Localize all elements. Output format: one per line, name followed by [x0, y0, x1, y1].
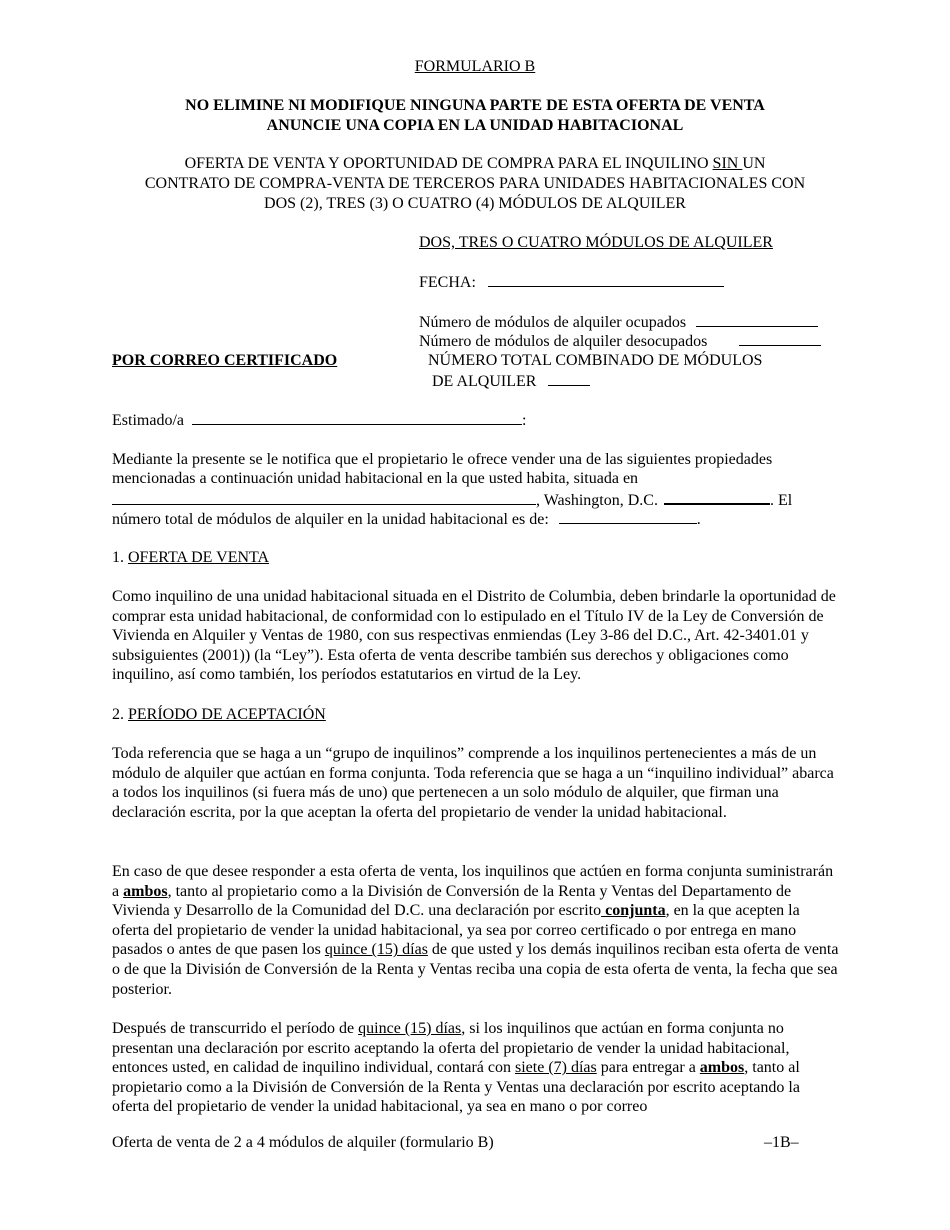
intro-washington: , Washington, D.C. [536, 492, 658, 509]
zip-field[interactable] [664, 489, 770, 505]
para-2-text-c: , en la que acepten la oferta del propietario de vender la unidad habitacional, ya sea por correo certificado o por entrega en mano pasados o antes de que pasen los [112, 902, 800, 959]
intro-total-text: número total de módulos de alquiler en la unidad habitacional es de: [112, 511, 549, 528]
intro-line-2: mencionadas a continuación unidad habitacional en la que usted habita, situada en [112, 470, 639, 487]
occupied-row [419, 312, 818, 333]
para-2-text-b: , tanto al propietario como a la División de Conversión de la Renta y Ventas del Departamento de Vivienda y Desarrollo de la Comunidad del D.C. una declaración por escrito [112, 882, 792, 920]
total-units-field[interactable] [559, 509, 697, 524]
para-3-siete-dias: siete (7) días [515, 1059, 597, 1077]
salutation-colon: : [521, 412, 527, 429]
vacant-label: Número de módulos de alquiler desocupados [419, 333, 708, 350]
modules-heading: DOS, TRES O CUATRO MÓDULOS DE ALQUILER [419, 234, 773, 251]
fecha-field[interactable] [488, 272, 724, 287]
section-2-title: PERÍODO DE ACEPTACIÓN [128, 706, 326, 723]
subtitle-line-1 [0, 154, 950, 174]
subtitle-line-3: DOS (2), TRES (3) O CUATRO (4) MÓDULOS DE ALQUILER [264, 195, 686, 212]
salutation-label: Estimado/a [112, 412, 184, 429]
section-2-para-2 [112, 862, 840, 999]
subtitle-sin: SIN [712, 155, 743, 172]
occupied-field[interactable] [696, 312, 818, 327]
fecha-label: FECHA: [419, 274, 476, 291]
subtitle-line-2: CONTRATO DE COMPRA-VENTA DE TERCEROS PARA UNIDADES HABITACIONALES CON [144, 175, 806, 192]
form-title: FORMULARIO B [414, 58, 536, 75]
warning-line-1: NO ELIMINE NI MODIFIQUE NINGUNA PARTE DE ESTA OFERTA DE VENTA [185, 97, 765, 114]
intro-period: . [696, 511, 701, 528]
total-label-line-1: NÚMERO TOTAL COMBINADO DE MÓDULOS [428, 352, 763, 369]
subtitle-text-end: UN [742, 155, 766, 172]
para-3-quince-dias: quince (15) días [358, 1020, 462, 1037]
section-2-para-3 [112, 1019, 840, 1117]
para-3-text-c: para entregar a [596, 1059, 700, 1077]
address-field[interactable] [112, 490, 536, 505]
intro-line-1: Mediante la presente se le notifica que el propietario le ofrece vender una de las siguientes propiedades [112, 451, 773, 468]
para-2-conjunta: conjunta [601, 902, 666, 920]
intro-el: . El [769, 492, 793, 509]
certified-mail-label: POR CORREO CERTIFICADO [112, 352, 338, 369]
total-label-line-2: DE ALQUILER [432, 373, 537, 390]
footer-form-name: Oferta de venta de 2 a 4 módulos de alquiler (formulario B) [112, 1134, 494, 1151]
para-3-text-d: , tanto al propietario como a la División de Conversión de la Renta y Ventas una declaración por escrito aceptando la oferta del propietario de vender la unidad habitacional, ya sea en mano o por correo [112, 1059, 800, 1116]
occupied-label: Número de módulos de alquiler ocupados [419, 314, 687, 331]
section-2-heading [112, 705, 326, 725]
warning-line-2: ANUNCIE UNA COPIA EN LA UNIDAD HABITACIONAL [266, 117, 684, 134]
para-3-text-b: , si los inquilinos que actúan en forma conjunta no presentan una declaración por escrito aceptando la oferta del propietario de vender la unidad habitacional, entonces usted, en calidad de inquilino individual, contará con [112, 1020, 790, 1077]
vacant-row [419, 331, 821, 352]
page-number: –1B– [764, 1134, 799, 1151]
section-2-para-1: Toda referencia que se haga a un “grupo de inquilinos” comprende a los inquilinos pertenecientes a más de un módulo de alquiler que actúan en forma conjunta. Toda referencia que se haga a un “inquilino individual” abarca a todos los inquilinos (si fuera más de uno) que pertenecen a un solo módulo de alquiler, que firman una declaración escrita, por la que aceptan la oferta del propietario de vender la unidad habitacional. [112, 745, 834, 821]
para-2-ambos: ambos [123, 882, 168, 900]
section-1-number: 1. [112, 549, 128, 566]
para-2-quince-dias: quince (15) días [324, 941, 428, 959]
section-1-title: OFERTA DE VENTA [128, 549, 270, 566]
vacant-field[interactable] [739, 331, 821, 346]
total-field[interactable] [548, 371, 590, 386]
total-row [432, 371, 590, 392]
tenant-name-field[interactable] [192, 410, 522, 425]
intro-line-4 [112, 509, 701, 530]
para-3-text-a: Después de transcurrido el período de [112, 1020, 359, 1037]
intro-line-3 [112, 489, 792, 511]
section-1-heading [112, 548, 269, 568]
para-2-text-d: de que usted y los demás inquilinos reciban esta oferta de venta o de que la División de Conversión de la Renta y Ventas reciba una copia de esta oferta de venta, la fecha que sea posterior. [112, 941, 839, 998]
subtitle-text: OFERTA DE VENTA Y OPORTUNIDAD DE COMPRA PARA EL INQUILINO [184, 155, 713, 172]
section-1-body: Como inquilino de una unidad habitacional situada en el Distrito de Columbia, deben brindarle la oportunidad de comprar esta unidad habitacional, de conformidad con lo estipulado en el Título IV de la Ley de Conversión de Vivienda en Alquiler y Ventas de 1980, con sus respectivas enmiendas (Ley 3-86 del D.C., Art. 42-3401.01 y subsiguientes (2001)) (la “Ley”). Esta oferta de venta describe también sus derechos y obligaciones como inquilino, así como también, los períodos estatutarios en virtud de la Ley. [112, 588, 836, 684]
salutation [112, 410, 526, 431]
fecha-row [419, 272, 724, 293]
section-2-number: 2. [112, 706, 128, 723]
para-3-ambos: ambos [699, 1059, 745, 1077]
para-2-text-a: En caso de que desee responder a esta oferta de venta, los inquilinos que actúen en forma conjunta suministrarán a [112, 863, 834, 900]
